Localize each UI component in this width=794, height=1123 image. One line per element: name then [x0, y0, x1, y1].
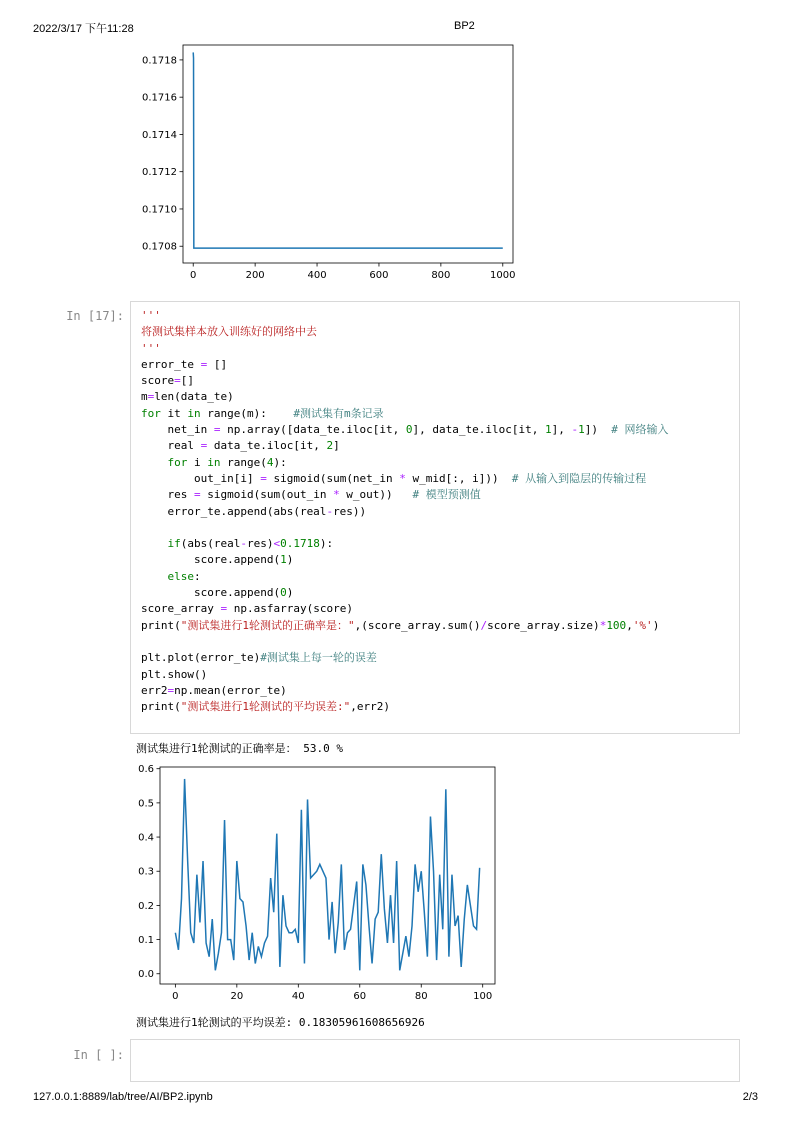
- y-tick-label: 0.2: [138, 900, 154, 912]
- x-tick-label: 0: [190, 270, 197, 281]
- y-tick-label: 0.1718: [142, 55, 177, 67]
- print-title: BP2: [454, 20, 475, 32]
- y-tick-label: 0.4: [138, 832, 154, 844]
- y-tick-label: 0.1712: [142, 167, 177, 179]
- x-tick-label: 0: [172, 991, 179, 1002]
- y-tick-label: 0.1710: [142, 204, 177, 216]
- y-tick-label: 0.1714: [142, 129, 177, 141]
- empty-code-cell[interactable]: [130, 1039, 740, 1082]
- x-tick-label: 200: [245, 270, 265, 281]
- x-tick-label: 400: [307, 270, 327, 281]
- x-tick-label: 20: [230, 991, 244, 1002]
- x-tick-label: 800: [431, 270, 451, 281]
- x-tick-label: 40: [291, 991, 305, 1002]
- y-tick-label: 0.3: [138, 866, 154, 878]
- chart-frame: [183, 45, 513, 263]
- y-tick-label: 0.0: [138, 969, 154, 981]
- y-tick-label: 0.1716: [142, 92, 177, 104]
- print-datetime: 2022/3/17 下午11:28: [33, 23, 134, 35]
- x-tick-label: 600: [369, 270, 389, 281]
- training-error-chart: [130, 40, 530, 285]
- print-url: 127.0.0.1:8889/lab/tree/AI/BP2.ipynb: [33, 1091, 213, 1103]
- chart-series-line: [175, 779, 479, 970]
- x-tick-label: 100: [473, 991, 493, 1002]
- empty-cell-prompt: In [ ]:: [73, 1048, 124, 1062]
- x-tick-label: 80: [414, 991, 428, 1002]
- y-tick-label: 0.6: [138, 764, 154, 776]
- print-page-number: 2/3: [742, 1091, 758, 1103]
- x-tick-label: 60: [353, 991, 367, 1002]
- x-tick-label: 1000: [490, 270, 516, 281]
- y-tick-label: 0.1: [138, 935, 154, 947]
- mean-error-output: 测试集进行1轮测试的平均误差: 0.18305961608656926: [136, 1016, 425, 1029]
- cell-prompt: In [17]:: [66, 309, 124, 323]
- y-tick-label: 0.5: [138, 798, 154, 810]
- chart-series-line: [193, 52, 503, 248]
- code-editor[interactable]: ''' 将测试集样本放入训练好的网络中去 ''' error_te = [] score=[] m=len(data_te) for it in range(m): #测试集有m条记录 net_in = np.array([data_te.iloc[it, 0], data_te.iloc[it, 1], -1]) # 网络输入 real = data_te.iloc[it, 2] for i in range(4): out_in[i] = sigmoid(sum(net_in * w_mid[:, i])) # 从输入到隐层的传输过程 res = sigmoid(sum(out_in * w_out)) # 模型预测值 error_te.append(abs(real-res)) if(abs(real-res)<0.1718): score.append(1) else: score.append(0) score_array = np.asfarray(score) print("测试集进行1轮测试的正确率是：",(score_array.sum()/score_array.size)*100,'%') plt.plot(error_te)#测试集上每一轮的误差 plt.show() err2=np.mean(error_te) print("测试集进行1轮测试的平均误差:",err2): [141, 309, 669, 714]
- y-tick-label: 0.1708: [142, 241, 177, 253]
- test-error-chart: [130, 760, 510, 1010]
- accuracy-output: 测试集进行1轮测试的正确率是： 53.0 %: [136, 742, 343, 755]
